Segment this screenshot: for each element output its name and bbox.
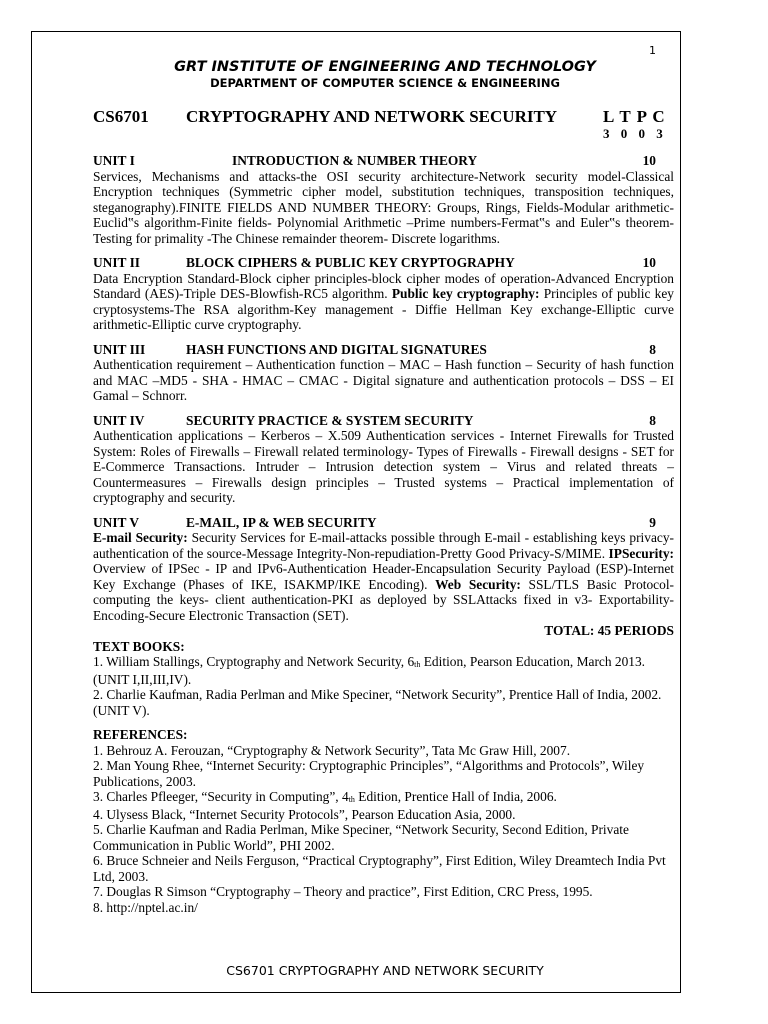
syllabus-content <box>93 153 674 915</box>
unit-5 <box>93 515 674 624</box>
course-name: CRYPTOGRAPHY AND NETWORK SECURITY <box>186 107 558 126</box>
course-code: CS6701 <box>93 107 149 126</box>
unit-body: Authentication applications – Kerberos – X.509 Authentication services - Internet Firewalls for Trusted System: Roles of Firewalls – Firewall related terminology- Types of Firewalls - Firewall designs - SET for E-Commerce Transactions. Intruder – Intrusion detection system – Virus and related threats – Countermeasures – Firewalls design principles – Trusted systems – Practical implementation of cryptography and security. <box>93 428 674 505</box>
list-item: 2. Man Young Rhee, “Internet Security: Cryptographic Principles”, “Algorithms and Protocols”, Wiley Publications, 2003. <box>93 758 645 789</box>
list-item-text: 1. William Stallings, Cryptography and Network Security, 6 <box>93 654 415 669</box>
unit-heading <box>93 413 674 429</box>
unit-4 <box>93 413 674 506</box>
ltpc-label: L T P C <box>603 107 666 126</box>
unit-body-text: Principles of public key cryptosystems-The RSA algorithm-Key management - Diffie Hellman Key exchange-Elliptic curve arithmetic-Elliptic curve cryptography. <box>93 286 675 332</box>
list-item <box>93 654 674 687</box>
unit-body <box>93 530 674 623</box>
unit-body-bold: Web Security: <box>435 576 521 592</box>
unit-body: Services, Mechanisms and attacks-the OSI security architecture-Network security model-Classical Encryption techniques (Symmetric cipher model, substitution techniques, transposition techniques, steganography).FINITE FIELDS AND NUMBER THEORY: Groups, Rings, Fields-Modular arithmetic-Euclid‟s algorithm-Finite fields- Polynomial Arithmetic –Prime numbers-Fermat‟s and Euler‟s theorem-Testing for primality -The Chinese remainder theorem- Discrete logarithms. <box>93 168 674 246</box>
unit-2 <box>93 255 674 333</box>
list-item-text: 3. Charles Pfleeger, “Security in Computing”, 4 <box>93 789 349 804</box>
references-title: REFERENCES: <box>93 727 188 742</box>
unit-heading <box>93 255 674 271</box>
unit-body: Authentication requirement – Authentication function – MAC – Hash function – Security of hash function and MAC –MD5 - SHA - HMAC – CMAC - Digital signature and authentication protocols – DSS – EI Gamal – Schnorr. <box>93 357 674 403</box>
unit-hours: 10 <box>642 153 656 168</box>
list-item: 7. Douglas R Simson “Cryptography – Theory and practice”, First Edition, CRC Press, 1995. <box>93 884 593 899</box>
references-list <box>93 743 674 916</box>
unit-body-bold: Public key cryptography: <box>391 286 540 301</box>
unit-body-text: Overview of IPSec - IP and IPv6-Authentication Header-Encapsulation Security Payload (ESP)-Internet Key Exchange (Phases of IKE, ISAKMP/IKE Encoding). <box>93 561 674 592</box>
unit-title: SECURITY PRACTICE & SYSTEM SECURITY <box>186 412 474 428</box>
unit-hours: 8 <box>649 412 656 428</box>
list-item <box>93 789 674 807</box>
page-footer: CS6701 CRYPTOGRAPHY AND NETWORK SECURITY <box>226 963 544 978</box>
list-item: 5. Charlie Kaufman and Radia Perlman, Mike Speciner, “Network Security, Second Edition, Private Communication in Public World”, PHI 2002. <box>93 822 629 853</box>
list-item: 6. Bruce Schneier and Neils Ferguson, “Practical Cryptography”, First Edition, Wiley Dreamtech India Pvt Ltd, 2003. <box>93 853 666 884</box>
unit-3 <box>93 342 674 404</box>
reference-link[interactable]: 8. http://nptel.ac.in/ <box>93 899 198 915</box>
institution-name: GRT INSTITUTE OF ENGINEERING AND TECHNOLOGY <box>174 59 596 75</box>
unit-hours: 10 <box>642 255 656 270</box>
page-number: 1 <box>649 44 656 57</box>
unit-label: UNIT V <box>93 514 140 530</box>
list-item: 1. Behrouz A. Ferouzan, “Cryptography & Network Security”, Tata Mc Graw Hill, 2007. <box>93 742 571 758</box>
list-item-text: Edition, Pearson Education, March 2013. (UNIT I,II,III,IV). <box>93 654 646 687</box>
department-name: DEPARTMENT OF COMPUTER SCIENCE & ENGINEERING <box>210 76 560 90</box>
unit-title: E-MAIL, IP & WEB SECURITY <box>186 514 377 530</box>
unit-body-text: Security Services for E-mail-attacks possible through E-mail - establishing keys privacy-authentication of the source-Message Integrity-Non-repudiation-Pretty Good Privacy-S/MIME. <box>93 530 675 561</box>
ltpc-values: 3 0 0 3 <box>603 126 667 141</box>
unit-body-text: SSL/TLS Basic Protocol-computing the keys- client authentication-PKI as deployed by SSLAttacks fixed in v3- Exportability-Encoding-Secure Electronic Transaction (SET). <box>93 576 675 623</box>
unit-body <box>93 271 674 333</box>
unit-label: UNIT IV <box>93 412 145 428</box>
unit-heading <box>93 515 674 531</box>
list-item-text: Edition, Prentice Hall of India, 2006. <box>354 789 557 804</box>
unit-hours: 8 <box>649 341 656 357</box>
unit-hours: 9 <box>649 514 656 530</box>
list-item: 2. Charlie Kaufman, Radia Perlman and Mike Speciner, “Network Security”, Prentice Hall of India, 2002. (UNIT V). <box>93 687 662 718</box>
superscript: th <box>414 660 421 669</box>
list-item: 4. Ulysess Black, “Internet Security Protocols”, Pearson Education Asia, 2000. <box>93 806 516 822</box>
unit-title: INTRODUCTION & NUMBER THEORY <box>232 153 478 168</box>
unit-label: UNIT I <box>93 153 135 168</box>
unit-body-text: Data Encryption Standard-Block cipher principles-block cipher modes of operation-Advanced Encryption Standard (AES)-Triple DES-Blowfish-RC5 algorithm. <box>93 270 674 301</box>
textbooks-list <box>93 654 674 718</box>
unit-label: UNIT III <box>93 341 146 357</box>
unit-1 <box>93 153 674 246</box>
textbooks-title: TEXT BOOKS: <box>93 638 185 654</box>
course-header <box>93 107 674 129</box>
unit-title: BLOCK CIPHERS & PUBLIC KEY CRYPTOGRAPHY <box>186 255 515 270</box>
superscript: th <box>348 795 355 804</box>
unit-body-bold: IPSecurity: <box>608 545 674 561</box>
unit-heading <box>93 342 674 358</box>
unit-heading <box>93 153 674 169</box>
unit-title: HASH FUNCTIONS AND DIGITAL SIGNATURES <box>186 341 487 357</box>
unit-label: UNIT II <box>93 255 141 270</box>
unit-body-bold: E-mail Security: <box>93 530 188 545</box>
total-periods: TOTAL: 45 PERIODS <box>544 623 674 638</box>
